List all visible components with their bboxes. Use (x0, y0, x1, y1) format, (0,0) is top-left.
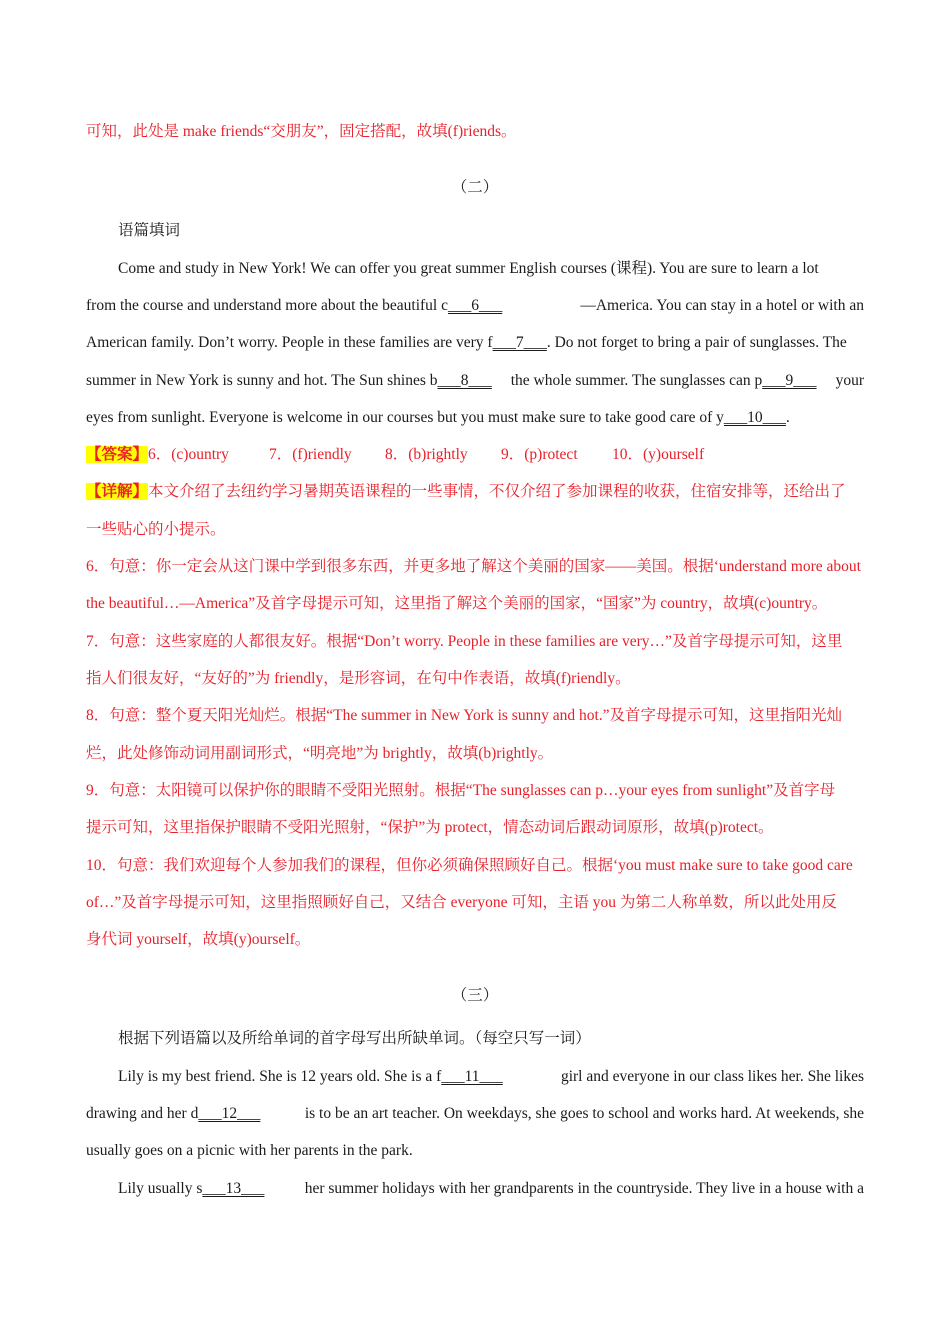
explanation-6-line-2: the beautiful…—America”及首字母提示可知，这里指了解这个美丽的国家，“国家”为 country，故填(c)ountry。 (86, 595, 828, 612)
explanation-10-line-1: 10．句意：我们欢迎每个人参加我们的课程，但你必须确保照顾好自己。根据‘you must make sure to take good care (86, 857, 853, 874)
answer-row (86, 445, 864, 465)
passage-text: summer in New York is sunny and hot. The Sun shines b___8___ (86, 372, 492, 389)
passage-text: drawing and her d___12___ (86, 1105, 261, 1122)
passage3-line-3: usually goes on a picnic with her parents in the park. (86, 1142, 413, 1159)
section-type-label: 语篇填词 (118, 222, 181, 239)
explanation-7-line-2: 指人们很友好，“友好的”为 friendly，是形容词，在句中作表语，故填(f)riendly。 (86, 670, 631, 687)
answer-6: 6．(c)ountry (148, 446, 229, 463)
passage3-line-2 (86, 1104, 864, 1124)
passage-text: your (835, 372, 864, 389)
section-instruction: 根据下列语篇以及所给单词的首字母写出所缺单词。（每空只写一词） (118, 1030, 591, 1047)
blank-10: ___10___ (723, 409, 786, 426)
passage-text: girl and everyone in our class likes her. She likes (560, 1068, 864, 1085)
answer-tag: 【答案】 (86, 446, 149, 463)
passage-text: from the course and understand more about the beautiful c___6___ (86, 297, 503, 314)
blank-11: ___11___ (441, 1068, 503, 1085)
passage-line-1 (118, 259, 864, 279)
detail-line-1: 【详解】本文介绍了去纽约学习暑期英语课程的一些事情，不仅介绍了参加课程的收获，住宿安排等，还给出了 (86, 483, 846, 500)
section-heading-3: （三） (451, 987, 499, 1004)
passage3-line-1 (118, 1067, 864, 1087)
explanation-10-line-2: of…”及首字母提示可知，这里指照顾好自己，又结合 everyone 可知，主语 you 为第二人称单数，所以此处用反 (86, 894, 837, 911)
explanation-6-line-1: 6．句意：你一定会从这门课中学到很多东西，并更多地了解这个美丽的国家——美国。根据‘understand more about (86, 558, 861, 575)
passage-text: her summer holidays with her grandparents in the countryside. They live in a house with a (304, 1180, 864, 1197)
blank-7: ___7___ (492, 334, 547, 351)
explanation-8-line-1: 8．句意：整个夏天阳光灿烂。根据“The summer in New York is sunny and hot.”及首字母提示可知，这里指阳光灿 (86, 707, 843, 724)
passage-text: Come and study in New York! We can offer you great summer English courses (课程). You are sure to learn a lot (118, 260, 819, 277)
blank-9: ___9___ (762, 372, 817, 389)
answer-10: 10．(y)ourself (612, 446, 705, 463)
blank-8: ___8___ (437, 372, 492, 389)
blank-6: ___6___ (447, 297, 503, 314)
passage3-line-4 (118, 1179, 864, 1199)
passage-text: Lily usually s___13___ (118, 1180, 265, 1197)
section-heading-2: （二） (451, 179, 499, 196)
passage-text: is to be an art teacher. On weekdays, she goes to school and works hard. At weekends, she (304, 1105, 864, 1122)
passage-text: —America. You can stay in a hotel or with an (580, 297, 864, 314)
passage-line-3: American family. Don’t worry. People in these families are very f___7___. Do not forget to bring a pair of sunglasses. The (86, 334, 847, 351)
explanation-9-line-2: 提示可知，这里指保护眼睛不受阳光照射，“保护”为 protect，情态动词后跟动词原形，故填(p)rotect。 (86, 819, 774, 836)
passage-line-2 (86, 296, 864, 316)
explanation-9-line-1: 9．句意：太阳镜可以保护你的眼睛不受阳光照射。根据“The sunglasses can p…your eyes from sunlight”及首字母 (86, 782, 836, 799)
detail-line-2: 一些贴心的小提示。 (86, 521, 226, 538)
previous-explanation-tail: 可知，此处是 make friends“交朋友”，固定搭配，故填(f)riends。 (86, 123, 517, 140)
answer-7: 7．(f)riendly (269, 446, 352, 463)
passage-line-4 (86, 371, 864, 391)
detail-tag: 【详解】 (86, 483, 149, 500)
explanation-7-line-1: 7．句意：这些家庭的人都很友好。根据“Don’t worry. People in these families are very…”及首字母提示可知，这里 (86, 633, 843, 650)
answer-9: 9．(p)rotect (501, 446, 578, 463)
blank-12: ___12___ (198, 1105, 261, 1122)
blank-13: ___13___ (202, 1180, 265, 1197)
explanation-10-line-3: 身代词 yourself，故填(y)ourself。 (86, 931, 311, 948)
explanation-8-line-2: 烂，此处修饰动词用副词形式，“明亮地”为 brightly，故填(b)rightly。 (86, 745, 554, 762)
passage-line-5: eyes from sunlight. Everyone is welcome in our courses but you must make sure to take good care of y___10___. (86, 409, 790, 426)
answer-8: 8．(b)rightly (385, 446, 468, 463)
passage-text: the whole summer. The sunglasses can p___9___ (510, 372, 817, 389)
passage-text: Lily is my best friend. She is 12 years old. She is a f___11___ (118, 1068, 503, 1085)
